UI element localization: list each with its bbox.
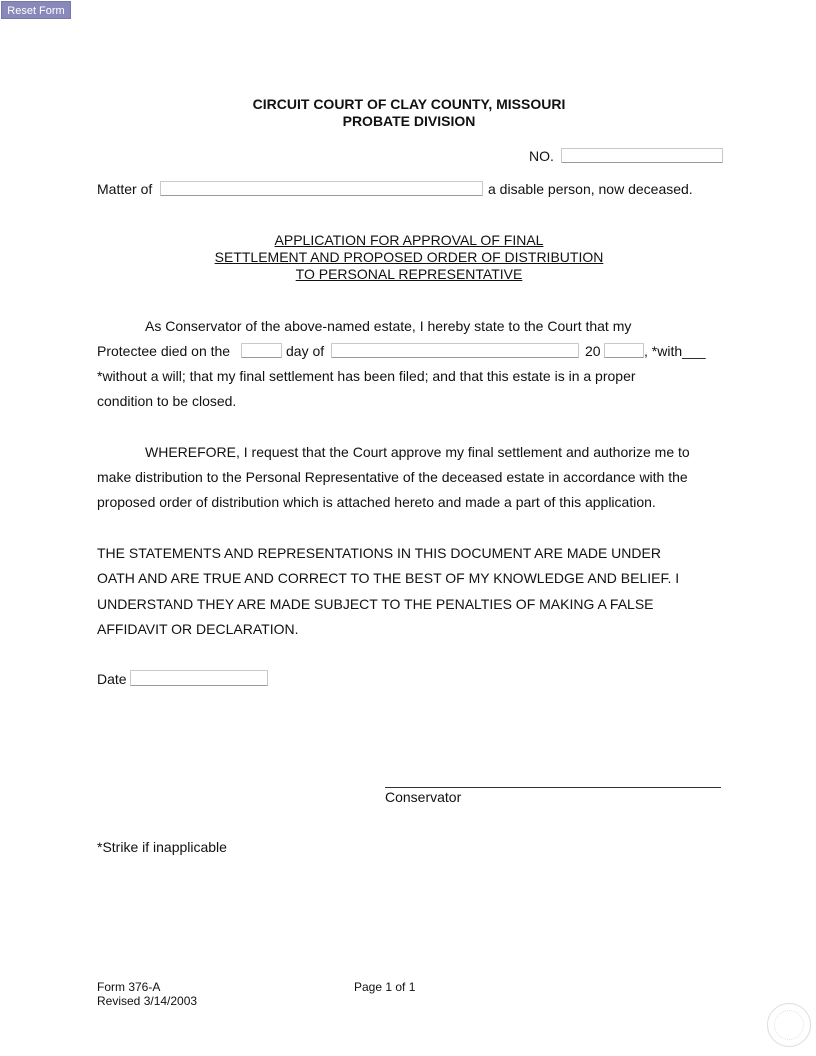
reset-form-button[interactable]: Reset Form: [1, 1, 71, 19]
date-field[interactable]: [130, 670, 268, 686]
signature-line: [385, 787, 721, 788]
signature-label: Conservator: [385, 789, 462, 805]
title-line-2: SETTLEMENT AND PROPOSED ORDER OF DISTRIBUTION: [214, 249, 604, 265]
case-number-field[interactable]: [561, 148, 723, 163]
page-number: Page 1 of 1: [354, 980, 416, 994]
oath-line-2: OATH AND ARE TRUE AND CORRECT TO THE BEST OF MY KNOWLEDGE AND BELIEF. I: [97, 570, 680, 586]
with-will-label: , *with___: [644, 343, 706, 359]
form-number: Form 376-A: [97, 980, 161, 994]
matter-suffix: a disable person, now deceased.: [488, 181, 693, 197]
court-seal-icon: [767, 1003, 811, 1047]
death-month-field[interactable]: [331, 343, 579, 358]
court-name: CIRCUIT COURT OF CLAY COUNTY, MISSOURI: [252, 96, 566, 112]
strike-note: *Strike if inapplicable: [97, 839, 227, 855]
matter-label: Matter of: [97, 181, 153, 197]
day-of-label: day of: [286, 343, 325, 359]
para1-line-4: condition to be closed.: [97, 393, 237, 409]
oath-line-1: THE STATEMENTS AND REPRESENTATIONS IN THIS DOCUMENT ARE MADE UNDER: [97, 545, 661, 561]
para2-line-3: proposed order of distribution which is attached hereto and made a part of this application.: [97, 494, 656, 510]
matter-name-field[interactable]: [160, 181, 483, 196]
revised-date: Revised 3/14/2003: [97, 994, 198, 1008]
para1-line-3: *without a will; that my final settlement has been filed; and that this estate is in a proper: [97, 368, 636, 384]
title-line-3: TO PERSONAL REPRESENTATIVE: [295, 266, 523, 282]
case-number-label: NO.: [529, 148, 554, 164]
date-label: Date: [97, 671, 127, 687]
protectee-died-label: Protectee died on the: [97, 343, 231, 359]
death-day-field[interactable]: [241, 343, 282, 358]
title-line-1: APPLICATION FOR APPROVAL OF FINAL: [274, 232, 544, 248]
para2-line-2: make distribution to the Personal Representative of the deceased estate in accordance with the: [97, 469, 688, 485]
oath-line-3: UNDERSTAND THEY ARE MADE SUBJECT TO THE PENALTIES OF MAKING A FALSE: [97, 596, 654, 612]
para1-line-1: As Conservator of the above-named estate, I hereby state to the Court that my: [145, 318, 632, 334]
year-prefix: 20: [585, 343, 601, 359]
death-year-field[interactable]: [604, 343, 644, 358]
oath-line-4: AFFIDAVIT OR DECLARATION.: [97, 621, 299, 637]
division-name: PROBATE DIVISION: [342, 113, 476, 129]
para2-line-1: WHEREFORE, I request that the Court approve my final settlement and authorize me to: [145, 444, 690, 460]
